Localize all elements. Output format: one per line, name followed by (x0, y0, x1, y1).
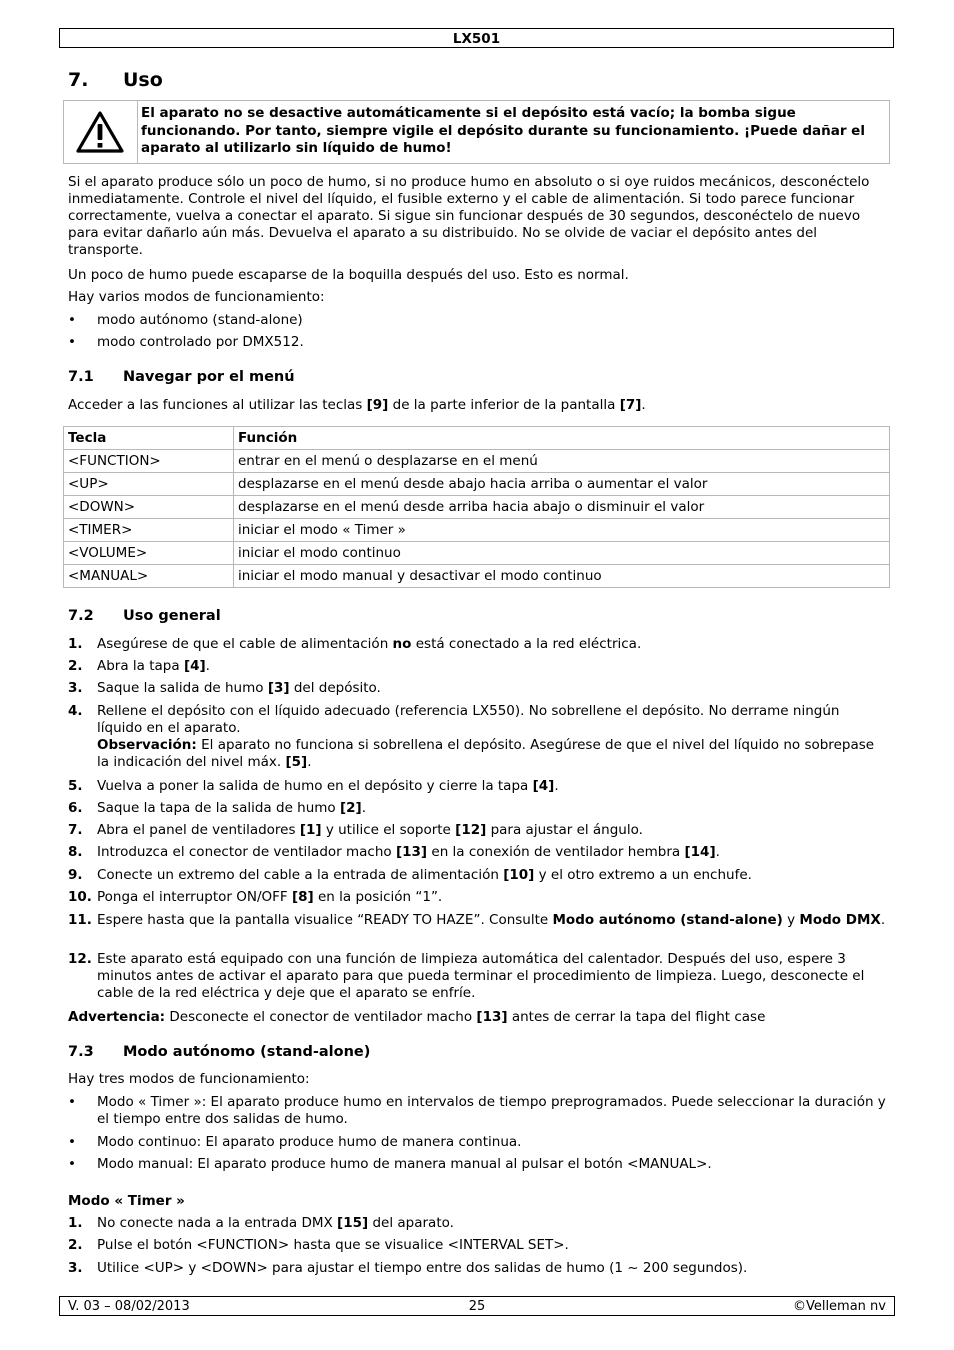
subsection-heading: Uso general (123, 608, 221, 624)
reference-label: [5] (285, 754, 308, 770)
table-header-cell: Función (234, 427, 890, 450)
reference-label: [2] (339, 800, 362, 816)
step-number: 11. (68, 912, 92, 928)
text-run: . (361, 800, 367, 816)
step-number: 3. (68, 1260, 83, 1276)
section-number: 7. (68, 69, 89, 91)
table-row (64, 496, 890, 519)
page-number: 25 (468, 1299, 486, 1314)
text-run: Espere hasta que la pantalla visualice “READY TO HAZE”. Consulte (97, 912, 553, 928)
paragraph-smoke-normal: Un poco de humo puede escaparse de la boquilla después del uso. Esto es normal. (68, 267, 629, 283)
step-number: 2. (68, 1237, 83, 1253)
page-footer (59, 1296, 895, 1316)
step-number: 5. (68, 778, 83, 794)
bullet-icon: • (68, 334, 76, 350)
step-text (97, 822, 887, 839)
step-number: 6. (68, 800, 83, 816)
table-header-cell: Tecla (64, 427, 234, 450)
table-cell-function: desplazarse en el menú desde abajo hacia arriba o aumentar el valor (234, 473, 890, 496)
warning-label: Advertencia: (68, 1009, 166, 1025)
text-run: está conectado a la red eléctrica. (411, 636, 642, 652)
text-run: del depósito. (289, 680, 381, 696)
text-run: Ponga el interruptor ON/OFF (97, 889, 292, 905)
reference-label: [8] (291, 889, 314, 905)
text-run: y (782, 912, 800, 928)
text-run: antes de cerrar la tapa del flight case (507, 1009, 766, 1025)
reference-label: [12] (455, 822, 487, 838)
text-run: Asegúrese de que el cable de alimentación (97, 636, 393, 652)
reference-label: [4] (183, 658, 206, 674)
text-run: Saque la tapa de la salida de humo (97, 800, 340, 816)
step-number: 1. (68, 1215, 83, 1231)
bullet-icon: • (68, 1134, 76, 1150)
text-run: . (205, 658, 210, 674)
list-item-text: modo autónomo (stand-alone) (97, 312, 303, 328)
text-run: Abra el panel de ventiladores (97, 822, 300, 838)
list-item-text: Modo continuo: El aparato produce humo de manera continua. (97, 1134, 522, 1150)
subsection-heading: Modo autónomo (stand-alone) (123, 1044, 371, 1060)
table-cell-key: <VOLUME> (64, 542, 234, 565)
text-run: . (715, 844, 720, 860)
reference-label: [13] (476, 1009, 508, 1025)
subsection-number: 7.2 (68, 608, 94, 624)
table-cell-function: iniciar el modo « Timer » (234, 519, 890, 542)
text-run: . (554, 778, 559, 794)
step-number: 3. (68, 680, 83, 696)
step-text (97, 800, 887, 817)
table-cell-key: <TIMER> (64, 519, 234, 542)
subsection-title (68, 1043, 370, 1061)
bullet-icon: • (68, 1094, 76, 1110)
reference-label: [4] (532, 778, 555, 794)
step-text: Este aparato está equipado con una función de limpieza automática del calentador. Después del uso, espere 3 minutos antes de activar el aparato para que pueda terminar el procedimiento de limpieza. Luego, desconecte el cable de la red eléctrica y deje que el aparato se enfríe. (97, 951, 865, 1001)
step-text (97, 912, 887, 929)
step-text (97, 778, 887, 795)
reference-label: [3] (267, 680, 290, 696)
list-item-text: Modo manual: El aparato produce humo de manera manual al pulsar el botón <MANUAL>. (97, 1156, 712, 1172)
text-run: Introduzca el conector de ventilador macho (97, 844, 396, 860)
table-cell-key: <FUNCTION> (64, 450, 234, 473)
step-number: 8. (68, 844, 83, 860)
step-text: Utilice <UP> y <DOWN> para ajustar el tiempo entre dos salidas de humo (1 ~ 200 segundos). (97, 1260, 748, 1276)
paragraph-standalone-intro: Hay tres modos de funcionamiento: (68, 1071, 310, 1087)
paragraph-warning (68, 1009, 888, 1026)
table-row (64, 519, 890, 542)
text-run: para ajustar el ángulo. (486, 822, 643, 838)
step-text (97, 636, 887, 653)
reference-label: [15] (337, 1215, 369, 1231)
text-run: . (641, 397, 646, 413)
reference-label: [10] (503, 867, 535, 883)
table-cell-function: iniciar el modo continuo (234, 542, 890, 565)
table-cell-key: <DOWN> (64, 496, 234, 519)
subsection-number: 7.1 (68, 369, 94, 385)
text-run: Abra la tapa (97, 658, 184, 674)
step-number: 12. (68, 951, 92, 967)
step-number: 9. (68, 867, 83, 883)
table-row (64, 473, 890, 496)
timer-mode-title: Modo « Timer » (68, 1193, 185, 1209)
subsection-number: 7.3 (68, 1044, 94, 1060)
section-heading: Uso (123, 69, 163, 91)
keys-table (63, 426, 890, 588)
table-row (64, 450, 890, 473)
table-cell-key: <MANUAL> (64, 565, 234, 588)
step-text (97, 867, 887, 884)
table-cell-function: entrar en el menú o desplazarse en el menú (234, 450, 890, 473)
step-number: 2. (68, 658, 83, 674)
bullet-icon: • (68, 1156, 76, 1172)
step-number: 4. (68, 703, 83, 719)
text-run: de la parte inferior de la pantalla (388, 397, 620, 413)
warning-icon-cell (64, 101, 138, 163)
text-run: Saque la salida de humo (97, 680, 268, 696)
warning-icon (75, 110, 125, 154)
page-header (59, 28, 894, 48)
reference-label: [1] (299, 822, 322, 838)
step-text: Pulse el botón <FUNCTION> hasta que se visualice <INTERVAL SET>. (97, 1237, 569, 1253)
text-run: El aparato no funciona si sobrellena el depósito. Asegúrese de que el nivel del líquido no sobrepase la indicación del nivel máx. (97, 737, 875, 770)
text-run: en la conexión de ventilador hembra (427, 844, 685, 860)
list-item-text: Modo « Timer »: El aparato produce humo en intervalos de tiempo preprogramados. Puede seleccionar la duración y el tiempo entre dos salidas de humo. (97, 1094, 886, 1127)
text-run: No conecte nada a la entrada DMX (97, 1215, 338, 1231)
step-text (97, 703, 887, 771)
step-text (97, 658, 887, 675)
emphasis: no (392, 636, 412, 652)
step-number: 1. (68, 636, 83, 652)
subsection-heading: Navegar por el menú (123, 369, 295, 385)
step-text (97, 680, 887, 697)
table-row (64, 565, 890, 588)
reference-label: [9] (366, 397, 389, 413)
table-row (64, 542, 890, 565)
warning-box (63, 100, 890, 164)
reference-label: [7] (619, 397, 642, 413)
text-run: y el otro extremo a un enchufe. (534, 867, 752, 883)
cross-reference: Modo DMX (799, 912, 881, 928)
subsection-title (68, 368, 295, 386)
text-run: Desconecte el conector de ventilador macho (165, 1009, 477, 1025)
step-text (97, 844, 887, 861)
step-number: 7. (68, 822, 83, 838)
bullet-icon: • (68, 312, 76, 328)
table-cell-function: desplazarse en el menú desde arriba hacia abajo o disminuir el valor (234, 496, 890, 519)
table-cell-function: iniciar el modo manual y desactivar el modo continuo (234, 565, 890, 588)
copyright: ©Velleman nv (792, 1299, 886, 1314)
observation-label: Observación: (97, 737, 197, 753)
text-run: en la posición “1”. (313, 889, 443, 905)
model-name: LX501 (452, 31, 501, 47)
text-run: Conecte un extremo del cable a la entrada de alimentación (97, 867, 504, 883)
text-run: Vuelva a poner la salida de humo en el depósito y cierre la tapa (97, 778, 533, 794)
step-text (97, 889, 887, 906)
step-number: 10. (68, 889, 92, 905)
subsection-title (68, 607, 221, 625)
text-run: Acceder a las funciones al utilizar las teclas (68, 397, 367, 413)
text-run: Rellene el depósito con el líquido adecuado (referencia LX550). No sobrellene el depósito. No derrame ningún líquido en el aparato. (97, 703, 840, 736)
paragraph-modes-intro: Hay varios modos de funcionamiento: (68, 289, 325, 305)
warning-text: El aparato no se desactive automáticamente si el depósito está vacío; la bomba sigue funcionando. Por tanto, siempre vigile el depósito durante su funcionamiento. ¡Puede dañar el aparato al utilizarlo sin líquido de humo! (141, 105, 865, 156)
cross-reference: Modo autónomo (stand-alone) (552, 912, 783, 928)
text-run: . (880, 912, 886, 928)
step-text (97, 1215, 887, 1232)
version-date: V. 03 – 08/02/2013 (68, 1299, 190, 1314)
table-cell-key: <UP> (64, 473, 234, 496)
paragraph-menu-intro (68, 397, 888, 414)
text-run: . (307, 754, 312, 770)
text-run: y utilice el soporte (321, 822, 456, 838)
reference-label: [13] (395, 844, 428, 860)
text-run: del aparato. (368, 1215, 454, 1231)
reference-label: [14] (684, 844, 716, 860)
paragraph-malfunction: Si el aparato produce sólo un poco de humo, si no produce humo en absoluto o si oye ruidos mecánicos, desconéctelo inmediatamente. Controle el nivel del líquido, el fusible externo y el cable de alimentación. Si todo parece funcionar correctamente, vuelva a conectar el aparato. Si sigue sin funcionar después de 30 segundos, desconéctelo de nuevo para evitar dañarlo aún más. Devuelva el aparato a su distribuido. No se olvide de vaciar el depósito antes del transporte. (68, 174, 870, 258)
table-header-row (64, 427, 890, 450)
section-title (68, 68, 163, 92)
list-item-text: modo controlado por DMX512. (97, 334, 304, 350)
